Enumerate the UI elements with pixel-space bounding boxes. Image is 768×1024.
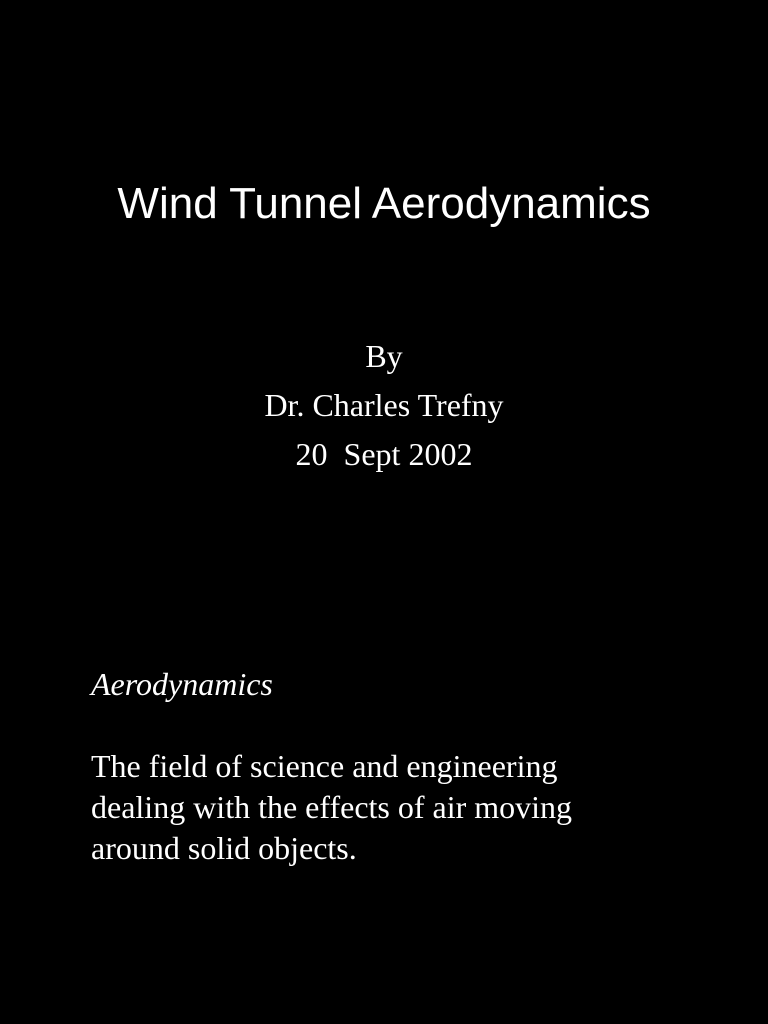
- definition-line: The field of science and engineering: [91, 748, 558, 784]
- definition-line: dealing with the effects of air moving: [91, 789, 573, 825]
- byline: [0, 332, 768, 479]
- slide-title: Wind Tunnel Aerodynamics: [117, 179, 651, 228]
- definition-text: [91, 746, 731, 869]
- byline-date: 20 Sept 2002: [295, 436, 473, 472]
- definition-line: around solid objects.: [91, 830, 357, 866]
- definition-term: Aerodynamics: [91, 666, 273, 702]
- byline-author: Dr. Charles Trefny: [264, 387, 504, 423]
- byline-by: By: [365, 338, 403, 374]
